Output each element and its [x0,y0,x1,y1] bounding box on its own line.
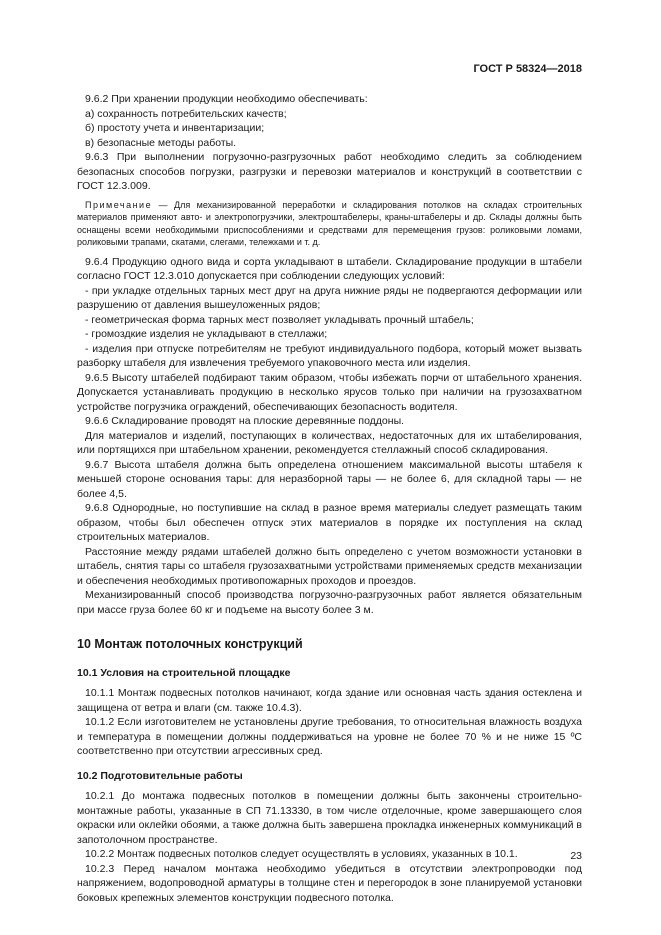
list-item: - при укладке отдельных тарных мест друг на друга нижние ряды не подвергаются деформации или разрушению от давления вышеуложенных рядов; [77,284,582,311]
paragraph: Механизированный способ производства погрузочно-разгрузочных работ является обязательным при массе груза более 60 кг и подъеме на высоту более 3 м. [77,589,582,616]
section-heading: 10 Монтаж потолочных конструкций [77,637,303,651]
list-item: б) простоту учета и инвентаризации; [85,122,265,134]
subsection-heading: 10.2 Подготовительные работы [77,769,243,782]
list-item: - изделия при отпуске потребителям не требуют индивидуального подбора, который может вызвать разборку штабеля для извлечения требуемого упаковочного места или изделия. [77,342,582,369]
document-body [77,92,582,905]
paragraph: 9.6.4 Продукцию одного вида и сорта укладывают в штабели. Складирование продукции в штабели согласно ГОСТ 12.3.010 допускается при соблюдении следующих условий: [77,255,582,282]
list-item: - геометрическая форма тарных мест позволяет укладывать прочный штабель; [85,313,474,326]
paragraph: 10.2.2 Монтаж подвесных потолков следует осуществлять в условиях, указанных в 10.1. [85,848,518,860]
note-label: Примечание [85,199,153,210]
paragraph: 9.6.2 При хранении продукции необходимо обеспечивать: [85,93,368,105]
paragraph: Расстояние между рядами штабелей должно быть определено с учетом возможности установки в штабель, снятия тары со штабеля грузозахватными устройствами применяемых средств механизации и обеспечения необходимых противопожарных проходов и проездов. [77,545,582,587]
paragraph: 10.2.1 До монтажа подвесных потолков в помещении должны быть закончены строительно-монтажные работы, указанные в СП 71.13330, в том числе отделочные, кроме завершающего слоя окраски или оклейки обоями, а также должна быть завершена прокладка инженерных коммуникаций в запотолочном пространстве. [77,790,582,846]
paragraph: 10.2.3 Перед началом монтажа необходимо убедиться в отсутствии электропроводки под напряжением, водопроводной арматуры в толщине стен и перегородок в зоне планируемой установки боковых крепежных элементов конструкции подвесного потолка. [77,862,582,904]
paragraph: 10.1.1 Монтаж подвесных потолков начинают, когда здание или основная часть здания остеклена и защищена от ветра и влаги (см. также 10.4.3). [77,687,582,714]
list-item: а) сохранность потребительских качеств; [85,107,287,120]
list-item: - громоздкие изделия не укладывают в стеллажи; [85,328,328,340]
paragraph: 9.6.5 Высоту штабелей подбирают таким образом, чтобы избежать порчи от штабельного хранения. Допускается устанавливать продукцию в несколько ярусов только при наличии на грузозахватном устройстве погрузчика ограждений, обеспечивающих безопасность водителя. [77,371,582,413]
paragraph: 9.6.7 Высота штабеля должна быть определена отношением максимальной высоты штабеля к меньшей стороне основания тары: для неразборной тары — не более 6, для складной тары — не более 4,5. [77,458,582,500]
paragraph: Для материалов и изделий, поступающих в количествах, недостаточных для их штабелирования, или портящихся при штабельном хранении, рекомендуется стеллажный способ складирования. [77,429,582,456]
subsection-heading: 10.1 Условия на строительной площадке [77,666,291,679]
paragraph: 10.1.2 Если изготовителем не установлены другие требования, то относительная влажность воздуха и температура в помещении должны поддерживаться на уровне не более 70 % и не ниже 15 ºС соответственно при отсутствии агрессивных сред. [77,716,582,757]
page-number: 23 [570,850,582,862]
note [77,199,582,249]
paragraph: 9.6.8 Однородные, но поступившие на склад в разное время материалы следует размещать таким образом, чтобы был обеспечен отпуск этих материалов в порядке их поступления на склад строительных материалов. [77,502,582,543]
document-header: ГОСТ Р 58324—2018 [473,63,582,75]
paragraph: 9.6.3 При выполнении погрузочно-разгрузочных работ необходимо следить за соблюдением безопасных способов погрузки, разгрузки и перевозки материалов и конструкций в соответствии с ГОСТ 12.3.009. [77,151,582,192]
note-text: — Для механизированной переработки и складирования потолков на складах строительных материалов применяют авто- и электропогрузчики, электроштабелеры, краны-штабелеры и др. Склады должны быть оснащены всеми необходимыми приспособлениями и средствами для перемещения грузов: роликовыми ломами, роликовыми трапами, скатами, слегами, тележками и т. д. [77,199,582,247]
list-item: в) безопасные методы работы. [85,136,237,149]
paragraph: 9.6.6 Складирование проводят на плоские деревянные поддоны. [85,415,405,427]
